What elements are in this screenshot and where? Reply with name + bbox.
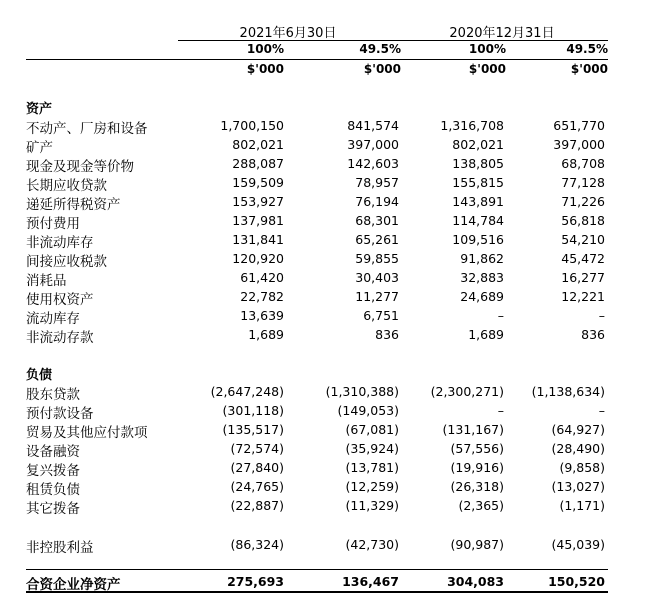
row-value: 836 — [581, 327, 605, 342]
row-value: (22,887) — [230, 498, 284, 513]
row-value: 651,770 — [553, 118, 605, 133]
row-value: 155,815 — [452, 175, 504, 190]
row-value: 91,862 — [460, 251, 504, 266]
row-value: 120,920 — [232, 251, 284, 266]
table-row-minority-interest — [0, 536, 646, 555]
row-label: 非控股利益 — [26, 540, 94, 556]
row-value: 397,000 — [347, 137, 399, 152]
row-value: (67,081) — [345, 422, 399, 437]
row-value: – — [497, 308, 504, 323]
row-value: 56,818 — [561, 213, 605, 228]
total-value: 304,083 — [447, 574, 504, 589]
row-value: 78,957 — [355, 175, 399, 190]
row-value: (57,556) — [450, 441, 504, 456]
row-value: 802,021 — [452, 137, 504, 152]
row-value: 59,855 — [355, 251, 399, 266]
table-row — [0, 288, 646, 307]
row-value: 159,509 — [232, 175, 284, 190]
row-value: 68,301 — [355, 213, 399, 228]
row-value: 65,261 — [355, 232, 399, 247]
row-value: 138,805 — [452, 156, 504, 171]
row-value: 1,689 — [468, 327, 504, 342]
row-value: 45,472 — [561, 251, 605, 266]
row-value: 68,708 — [561, 156, 605, 171]
row-value: (24,765) — [230, 479, 284, 494]
row-label: 矿产 — [26, 140, 53, 156]
row-label: 非流动库存 — [26, 235, 94, 251]
row-value: 109,516 — [452, 232, 504, 247]
row-value: 30,403 — [355, 270, 399, 285]
row-value: (13,027) — [551, 479, 605, 494]
row-label: 预付款设备 — [26, 406, 94, 422]
row-value: (35,924) — [345, 441, 399, 456]
row-value: (26,318) — [450, 479, 504, 494]
table-row — [0, 250, 646, 269]
table-row — [0, 174, 646, 193]
row-label: 租赁负债 — [26, 482, 80, 498]
row-value: 1,316,708 — [440, 118, 504, 133]
unit-header-1: $'000 — [246, 62, 284, 76]
row-value: 153,927 — [232, 194, 284, 209]
row-label: 股东贷款 — [26, 387, 80, 403]
table-row — [0, 459, 646, 478]
row-value: (11,329) — [345, 498, 399, 513]
row-label: 递延所得税资产 — [26, 197, 121, 213]
row-value: 32,883 — [460, 270, 504, 285]
row-value: (12,259) — [345, 479, 399, 494]
row-value: (135,517) — [222, 422, 284, 437]
row-label: 消耗品 — [26, 273, 67, 289]
row-value: (13,781) — [345, 460, 399, 475]
row-value: (28,490) — [551, 441, 605, 456]
row-value: 77,128 — [561, 175, 605, 190]
pct-header-2020-full: 100% — [468, 42, 506, 56]
row-value: 6,751 — [363, 308, 399, 323]
unit-rule — [26, 59, 608, 60]
pct-header-2021-full: 100% — [246, 42, 284, 56]
row-value: 802,021 — [232, 137, 284, 152]
row-value: (2,647,248) — [210, 384, 284, 399]
table-row — [0, 307, 646, 326]
row-value: (9,858) — [559, 460, 605, 475]
row-label: 非流动存款 — [26, 330, 94, 346]
row-value: (2,300,271) — [430, 384, 504, 399]
row-value: 16,277 — [561, 270, 605, 285]
total-label: 合资企业净资产 — [26, 577, 121, 593]
table-row — [0, 117, 646, 136]
row-value: (149,053) — [337, 403, 399, 418]
row-value: (131,167) — [442, 422, 504, 437]
row-value: 143,891 — [452, 194, 504, 209]
table-row — [0, 136, 646, 155]
table-row — [0, 326, 646, 345]
row-value: 1,689 — [248, 327, 284, 342]
section-title-liabilities: 负债 — [26, 368, 53, 383]
row-value: (45,039) — [551, 537, 605, 552]
row-value: (1,310,388) — [325, 384, 399, 399]
pct-header-2021-share: 49.5% — [359, 42, 401, 56]
row-label: 其它拨备 — [26, 501, 80, 517]
header-rule — [178, 40, 608, 41]
row-value: 71,226 — [561, 194, 605, 209]
row-value: (27,840) — [230, 460, 284, 475]
row-label: 贸易及其他应付款项 — [26, 425, 148, 441]
table-row — [0, 231, 646, 250]
row-value: 54,210 — [561, 232, 605, 247]
row-value: 841,574 — [347, 118, 399, 133]
row-value: 131,841 — [232, 232, 284, 247]
row-value: – — [497, 403, 504, 418]
row-value: (2,365) — [458, 498, 504, 513]
table-row — [0, 212, 646, 231]
row-value: 11,277 — [355, 289, 399, 304]
row-value: (1,171) — [559, 498, 605, 513]
column-group-date-2021: 2021年6月30日 — [239, 26, 337, 41]
row-value: (301,118) — [222, 403, 284, 418]
table-row — [0, 440, 646, 459]
table-row — [0, 402, 646, 421]
row-value: 12,221 — [561, 289, 605, 304]
row-value: 61,420 — [240, 270, 284, 285]
table-row — [0, 421, 646, 440]
row-value: (19,916) — [450, 460, 504, 475]
table-row — [0, 155, 646, 174]
total-value: 150,520 — [548, 574, 605, 589]
row-value: (64,927) — [551, 422, 605, 437]
total-top-rule — [26, 569, 608, 570]
row-value: – — [598, 308, 605, 323]
row-label: 复兴拨备 — [26, 463, 80, 479]
row-label: 预付费用 — [26, 216, 80, 232]
table-row — [0, 193, 646, 212]
row-label: 流动库存 — [26, 311, 80, 327]
row-value: 13,639 — [240, 308, 284, 323]
total-bottom-rule — [26, 591, 608, 593]
row-label: 长期应收贷款 — [26, 178, 107, 194]
total-value: 275,693 — [227, 574, 284, 589]
row-label: 设备融资 — [26, 444, 80, 460]
column-group-date-2020: 2020年12月31日 — [449, 26, 555, 41]
unit-header-2: $'000 — [363, 62, 401, 76]
row-value: 288,087 — [232, 156, 284, 171]
row-value: (42,730) — [345, 537, 399, 552]
row-value: 76,194 — [355, 194, 399, 209]
section-title-assets: 资产 — [26, 102, 53, 117]
row-value: 397,000 — [553, 137, 605, 152]
table-row — [0, 478, 646, 497]
table-row — [0, 383, 646, 402]
row-value: 1,700,150 — [220, 118, 284, 133]
unit-header-3: $'000 — [468, 62, 506, 76]
row-value: (72,574) — [230, 441, 284, 456]
table-row — [0, 269, 646, 288]
table-row-total — [0, 573, 646, 592]
row-value: (90,987) — [450, 537, 504, 552]
row-value: 137,981 — [232, 213, 284, 228]
pct-header-2020-share: 49.5% — [566, 42, 608, 56]
row-value: 836 — [375, 327, 399, 342]
row-value: – — [598, 403, 605, 418]
row-label: 现金及现金等价物 — [26, 159, 134, 175]
row-value: 22,782 — [240, 289, 284, 304]
table-row — [0, 497, 646, 516]
row-value: 24,689 — [460, 289, 504, 304]
row-label: 使用权资产 — [26, 292, 94, 308]
row-value: (1,138,634) — [531, 384, 605, 399]
total-value: 136,467 — [342, 574, 399, 589]
row-value: 114,784 — [452, 213, 504, 228]
row-value: 142,603 — [347, 156, 399, 171]
row-value: (86,324) — [230, 537, 284, 552]
row-label: 不动产、厂房和设备 — [26, 121, 148, 137]
unit-header-4: $'000 — [570, 62, 608, 76]
row-label: 间接应收税款 — [26, 254, 107, 270]
